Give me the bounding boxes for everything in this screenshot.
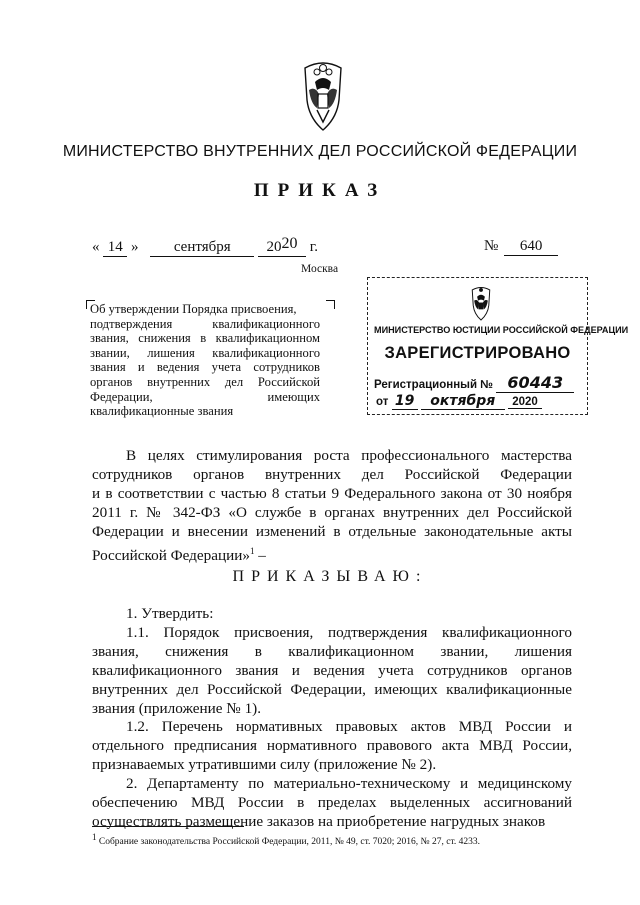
subject-line: квалификационные звания <box>90 404 234 419</box>
subject-line: Федерации, имеющих <box>90 389 320 404</box>
preamble-word: Российской <box>404 465 480 483</box>
date-month: сентября <box>150 239 254 257</box>
order-item: 1.2. Перечень нормативных правовых актов МВД России и отдельного предписания нормативного правового акта МВД России, признаваемых утратившими силу (приложение № 2). <box>92 718 572 774</box>
stamp-date-year: 2020 <box>508 396 542 409</box>
preamble-dash: – <box>254 546 266 564</box>
coat-of-arms-icon <box>293 60 353 134</box>
subject-line: Об утверждении Порядка присвоения, <box>90 302 297 316</box>
document-type: ПРИКАЗ <box>253 180 387 201</box>
date-year-field <box>258 235 306 257</box>
order-number: 640 <box>504 238 558 256</box>
city: Москва <box>301 263 339 275</box>
order-number-label: № <box>484 238 499 254</box>
preamble-word: дел <box>361 465 384 483</box>
subject-line: звании, лишения квалификационного <box>90 345 320 360</box>
date-quote-close: » <box>131 239 139 255</box>
preamble-word: Федерации <box>500 465 572 483</box>
date-year-mark: г. <box>309 239 318 255</box>
subject-line: органов внутренних дел Российской <box>90 374 320 389</box>
subject-line: звания и ведения учета сотрудников <box>90 360 320 375</box>
preamble-word: сотрудников <box>92 465 173 483</box>
subject-line: звания, снижения в квалификационном <box>90 331 320 346</box>
ministry-title: МИНИСТЕРСТВО ВНУТРЕННИХ ДЕЛ РОССИЙСКОЙ ФЕДЕРАЦИИ <box>62 143 578 160</box>
date-quote-open: « <box>92 239 100 255</box>
footnote <box>92 832 480 847</box>
preamble-rest <box>92 485 572 566</box>
date-year-suffix: 20 <box>281 235 298 252</box>
stamp-ministry: МИНИСТЕРСТВО ЮСТИЦИИ РОССИЙСКОЙ ФЕДЕРАЦИИ <box>374 325 629 335</box>
order-item: 1.1. Порядок присвоения, подтверждения квалификационного звания, снижения в квалификационном звании, лишения квалификационного звания и ведения учета сотрудников органов внутренних дел Российской Федерации, имеющих квалификационные звания (приложение № 1). <box>92 623 572 717</box>
stamp-date-prefix: от <box>376 396 389 408</box>
footnote-text: Собрание законодательства Российской Федерации, 2011, № 49, ст. 7020; 2016, № 27, ст. 4233. <box>98 837 481 848</box>
order-number-block <box>484 238 558 256</box>
footnote-ref: 1 <box>249 545 255 556</box>
footnote-divider <box>92 826 244 827</box>
stamp-date-line <box>376 393 542 410</box>
stamp-reg-label: Регистрационный № <box>374 379 494 391</box>
footnote-mark: 1 <box>92 832 97 842</box>
order-item: 2. Департаменту по материально-техническому и медицинскому обеспечению МВД России в пределах выделенных ассигнований осуществлять размещение заказов на приобретение нагрудных знаков <box>92 775 572 830</box>
coat-of-arms-icon <box>466 286 496 322</box>
date-block <box>92 235 318 257</box>
date-day: 14 <box>103 239 127 257</box>
order-keyword: ПРИКАЗЫВАЮ: <box>232 568 428 585</box>
preamble <box>92 447 572 566</box>
order-item: 1. Утвердить: <box>126 605 214 622</box>
order-items <box>92 605 572 832</box>
preamble-word: внутренних <box>264 465 341 483</box>
subject-bracket-right <box>326 300 335 309</box>
subject-line: подтверждения квалификационного <box>90 316 320 331</box>
stamp-date-day: 19 <box>392 393 418 410</box>
stamp-date-month: октября <box>421 393 505 410</box>
stamp-status: ЗАРЕГИСТРИРОВАНО <box>384 344 571 362</box>
preamble-line <box>92 466 572 485</box>
order-subject <box>90 302 320 419</box>
date-year-prefix: 20 <box>266 239 282 255</box>
stamp-reg-number: 60443 <box>496 373 574 393</box>
stamp-registration-line <box>374 373 574 393</box>
preamble-text: и в соответствии с частью 8 статьи 9 Федерального закона от 30 ноября 2011 г. № 342-ФЗ «О службе в органах внутренних дел Российской Федерации и внесении изменений в отдельные законодательные акты Российской Федерации» <box>92 484 572 564</box>
registration-stamp <box>367 277 629 415</box>
preamble-line: В целях стимулирования роста профессионального мастерства <box>126 447 572 464</box>
preamble-word: органов <box>193 465 245 483</box>
